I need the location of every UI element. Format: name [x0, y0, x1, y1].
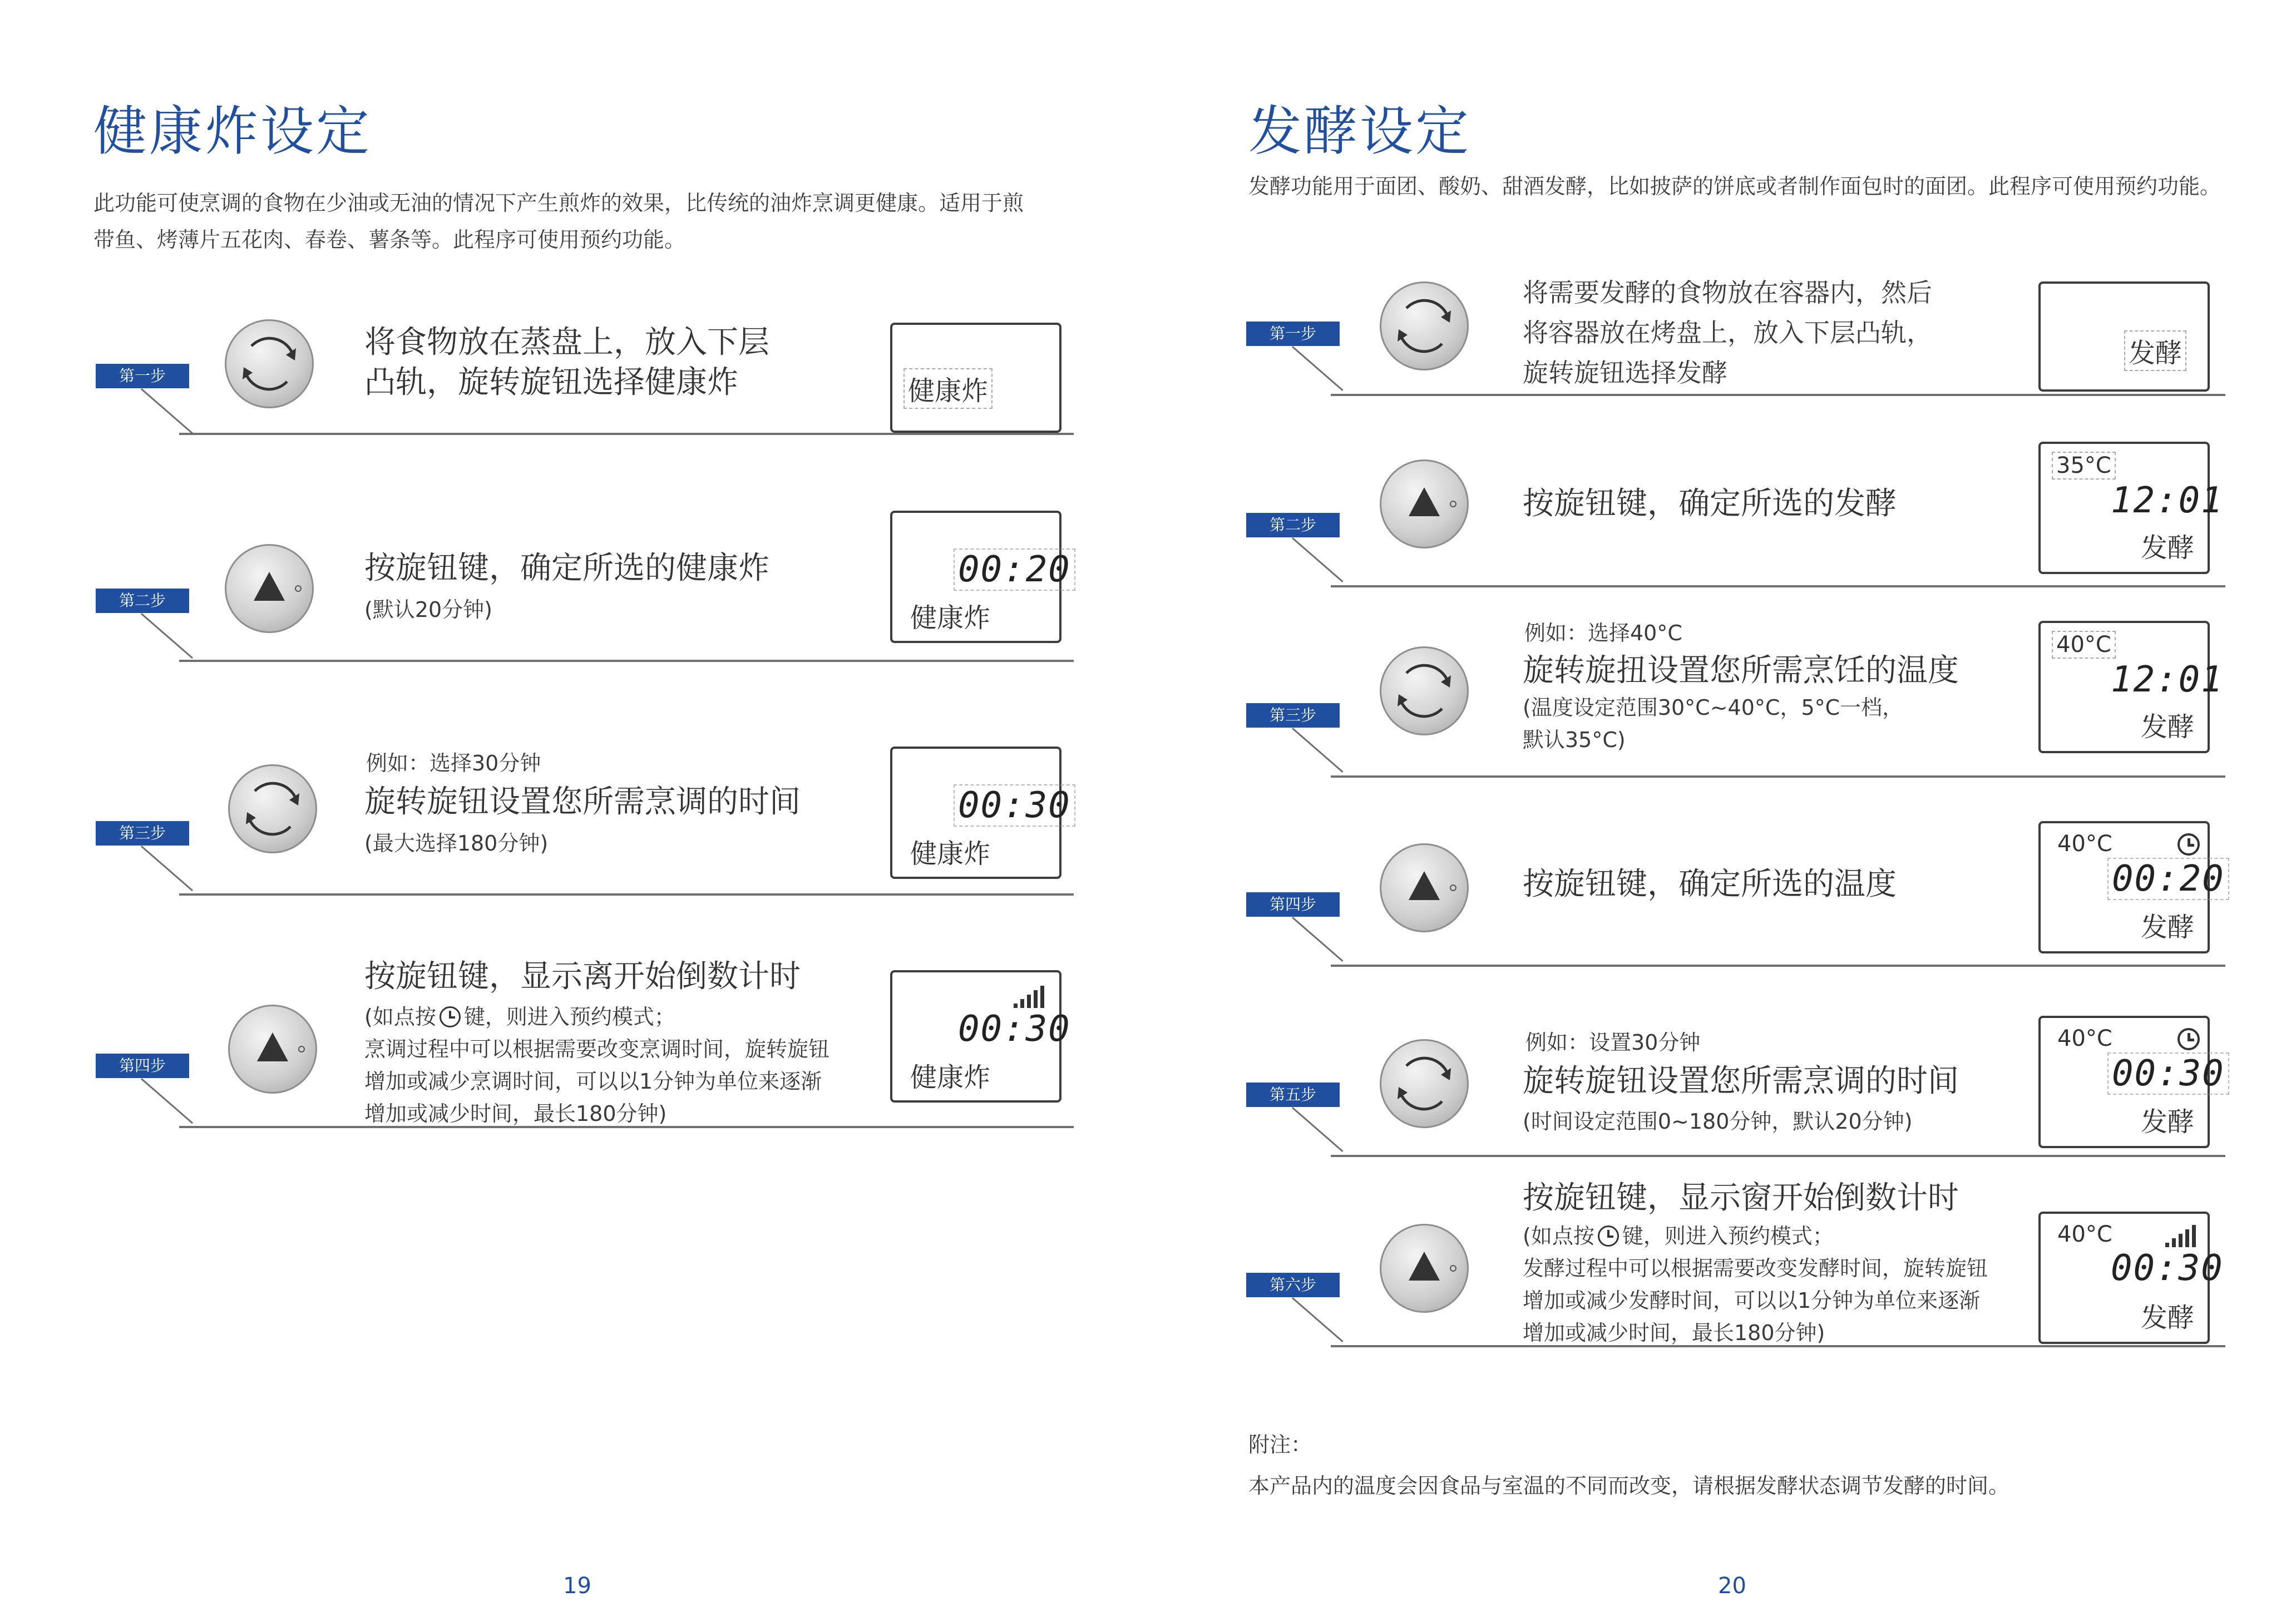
lcd-temperature: 40°C [2057, 1222, 2112, 1247]
page-title-left: 健康炸设定 [93, 100, 372, 162]
knob-rotate-icon [1380, 281, 1469, 370]
intro-right: 发酵功能用于面团、酸奶、甜酒发酵，比如披萨的饼底或者制作面包时的面团。此程序可使用预约功能。 [1248, 174, 2221, 199]
clock-icon [440, 1006, 461, 1027]
knob-rotate-icon [228, 764, 317, 853]
knob-press-icon [1380, 459, 1469, 548]
step-subtext: (默认20分钟) [364, 597, 493, 622]
step-badge: 第五步 [1246, 1083, 1340, 1107]
lcd-display [2038, 1016, 2225, 1148]
lcd-time: 00:30 [2107, 1052, 2229, 1095]
step-subtext: 增加或减少烹调时间，可以以1分钟为单位来逐渐 [364, 1069, 822, 1094]
intro-line-1: 此功能可使烹调的食物在少油或无油的情况下产生煎炸的效果，比传统的油炸烹调更健康。适用于煎 [93, 191, 1024, 215]
divider-line [179, 433, 1074, 435]
divider-line [1331, 965, 2225, 967]
signal-icon [2165, 1223, 2203, 1247]
divider-diagonal [141, 1078, 193, 1124]
step-subtext: 默认35°C) [1523, 728, 1626, 752]
divider-diagonal [1292, 1107, 1344, 1152]
step-subtext: (最大选择180分钟) [364, 831, 549, 856]
step-text-line: 旋转旋钮选择发酵 [1523, 358, 1727, 388]
lcd-display [2038, 621, 2224, 753]
lcd-mode-name: 健康炸 [903, 368, 993, 409]
lcd-time: 00:20 [2107, 858, 2229, 900]
step-text-line: 按旋钮键，确定所选的发酵 [1523, 486, 1897, 522]
lcd-time: 12:01 [2111, 480, 2224, 521]
lcd-temperature: 40°C [2057, 1026, 2112, 1051]
note-label: 附注： [1248, 1432, 1312, 1457]
lcd-mode-name: 发酵 [2141, 711, 2195, 743]
lcd-temperature: 40°C [2057, 831, 2112, 857]
knob-rotate-icon [1380, 1039, 1469, 1128]
step-badge: 第六步 [1246, 1273, 1340, 1297]
divider-diagonal [1292, 728, 1344, 773]
step-badge: 第一步 [96, 364, 189, 388]
step-pretext: 例如：设置30分钟 [1525, 1030, 1701, 1055]
clock-icon [2178, 833, 2200, 856]
knob-press-icon [1380, 1224, 1469, 1313]
lcd-mode-name: 发酵 [2141, 1302, 2195, 1333]
subtext-part: 键，则进入预约模式； [1622, 1224, 1834, 1248]
divider-line [1331, 585, 2225, 587]
knob-rotate-icon [1380, 646, 1469, 735]
subtext-part: (如点按 [364, 1005, 436, 1029]
step-badge: 第四步 [96, 1054, 189, 1078]
lcd-mode-name: 健康炸 [910, 602, 991, 634]
step-text-line: 按旋钮键，确定所选的温度 [1523, 866, 1897, 902]
lcd-mode-name: 健康炸 [910, 838, 991, 869]
intro-line-2: 带鱼、烤薄片五花肉、春卷、薯条等。此程序可使用预约功能。 [93, 228, 686, 252]
lcd-display [890, 511, 1071, 643]
page-number-left: 19 [563, 1573, 591, 1599]
lcd-mode-name: 发酵 [2124, 330, 2186, 371]
step-text-line: 按旋钮键，确定所选的健康炸 [364, 550, 769, 586]
lcd-mode-name: 发酵 [2141, 912, 2195, 943]
step-badge: 第二步 [1246, 513, 1340, 537]
lcd-display [890, 747, 1071, 879]
lcd-display [890, 970, 1071, 1103]
lcd-temperature: 40°C [2052, 631, 2116, 659]
step-text-line: 旋转旋钮设置您所需烹调的时间 [364, 784, 801, 820]
lcd-temperature: 35°C [2052, 452, 2116, 480]
page-number-right: 20 [1718, 1573, 1746, 1599]
step-subtext: 烹调过程中可以根据需要改变烹调时间，旋转旋钮 [364, 1037, 830, 1061]
lcd-time: 00:20 [954, 548, 1075, 591]
step-subtext [1523, 1222, 1834, 1251]
divider-line [1331, 775, 2225, 778]
subtext-part: 键，则进入预约模式； [463, 1005, 675, 1029]
knob-press-icon [1380, 843, 1469, 932]
step-badge: 第一步 [1246, 322, 1340, 346]
step-badge: 第二步 [96, 589, 189, 613]
lcd-time: 00:30 [958, 1009, 1071, 1050]
step-text-line: 将容器放在烤盘上，放入下层凸轨， [1523, 318, 1932, 348]
lcd-mode-name: 发酵 [2141, 532, 2195, 564]
divider-line [1331, 1155, 2225, 1157]
step-badge: 第三步 [96, 821, 189, 846]
divider-line [179, 893, 1074, 896]
step-badge: 第三步 [1246, 703, 1340, 728]
step-subtext [364, 1002, 675, 1031]
step-pretext: 例如：选择30分钟 [366, 751, 541, 775]
divider-diagonal [141, 846, 193, 891]
divider-diagonal [141, 613, 193, 659]
divider-diagonal [1292, 1297, 1344, 1342]
divider-diagonal [1292, 917, 1344, 962]
step-subtext: 增加或减少发酵时间，可以以1分钟为单位来逐渐 [1523, 1288, 1981, 1313]
step-text-line: 按旋钮键，显示窗开始倒数计时 [1523, 1180, 1959, 1216]
step-subtext: (时间设定范围0~180分钟，默认20分钟) [1523, 1109, 1913, 1134]
divider-diagonal [1292, 537, 1344, 582]
step-text-line: 凸轨，旋转旋钮选择健康炸 [364, 364, 738, 401]
step-subtext: (温度设定范围30°C~40°C，5°C一档， [1523, 695, 1904, 720]
clock-icon [2178, 1028, 2200, 1050]
note-text: 本产品内的温度会因食品与室温的不同而改变，请根据发酵状态调节发酵的时间。 [1248, 1474, 2010, 1498]
step-pretext: 例如：选择40°C [1524, 621, 1682, 645]
divider-diagonal [1292, 346, 1344, 391]
lcd-time: 00:30 [2111, 1248, 2224, 1289]
lcd-display [2038, 281, 2210, 392]
divider-line [179, 660, 1074, 662]
page-title-right: 发酵设定 [1248, 100, 1471, 162]
knob-press-icon [228, 1005, 317, 1094]
clock-icon [1598, 1225, 1619, 1247]
step-text-line: 将食物放在蒸盘上，放入下层 [364, 324, 769, 360]
step-text-line: 按旋钮键，显示离开始倒数计时 [364, 958, 801, 995]
step-badge: 第四步 [1246, 892, 1340, 917]
step-subtext: 增加或减少时间，最长180分钟) [364, 1101, 667, 1126]
step-text-line: 旋转旋钮设置您所需烹调的时间 [1523, 1063, 1959, 1099]
lcd-display [890, 323, 1061, 433]
subtext-part: (如点按 [1523, 1224, 1594, 1248]
signal-icon [1014, 984, 1051, 1008]
lcd-display [2038, 821, 2225, 953]
lcd-mode-name: 健康炸 [910, 1062, 991, 1093]
divider-line [1331, 394, 2225, 396]
knob-rotate-icon [225, 319, 314, 408]
lcd-display [2038, 442, 2224, 574]
lcd-display [2038, 1212, 2224, 1344]
step-text-line: 旋转旋扭设置您所需烹饪的温度 [1523, 653, 1959, 689]
step-text-line: 将需要发酵的食物放在容器内，然后 [1523, 278, 1932, 308]
lcd-mode-name: 发酵 [2141, 1106, 2195, 1138]
divider-diagonal [141, 388, 193, 434]
lcd-time: 12:01 [2111, 659, 2224, 700]
knob-press-icon [225, 544, 314, 633]
step-subtext: 增加或减少时间，最长180分钟) [1523, 1321, 1825, 1345]
step-subtext: 发酵过程中可以根据需要改变发酵时间，旋转旋钮 [1523, 1256, 1988, 1281]
lcd-time: 00:30 [954, 784, 1075, 827]
